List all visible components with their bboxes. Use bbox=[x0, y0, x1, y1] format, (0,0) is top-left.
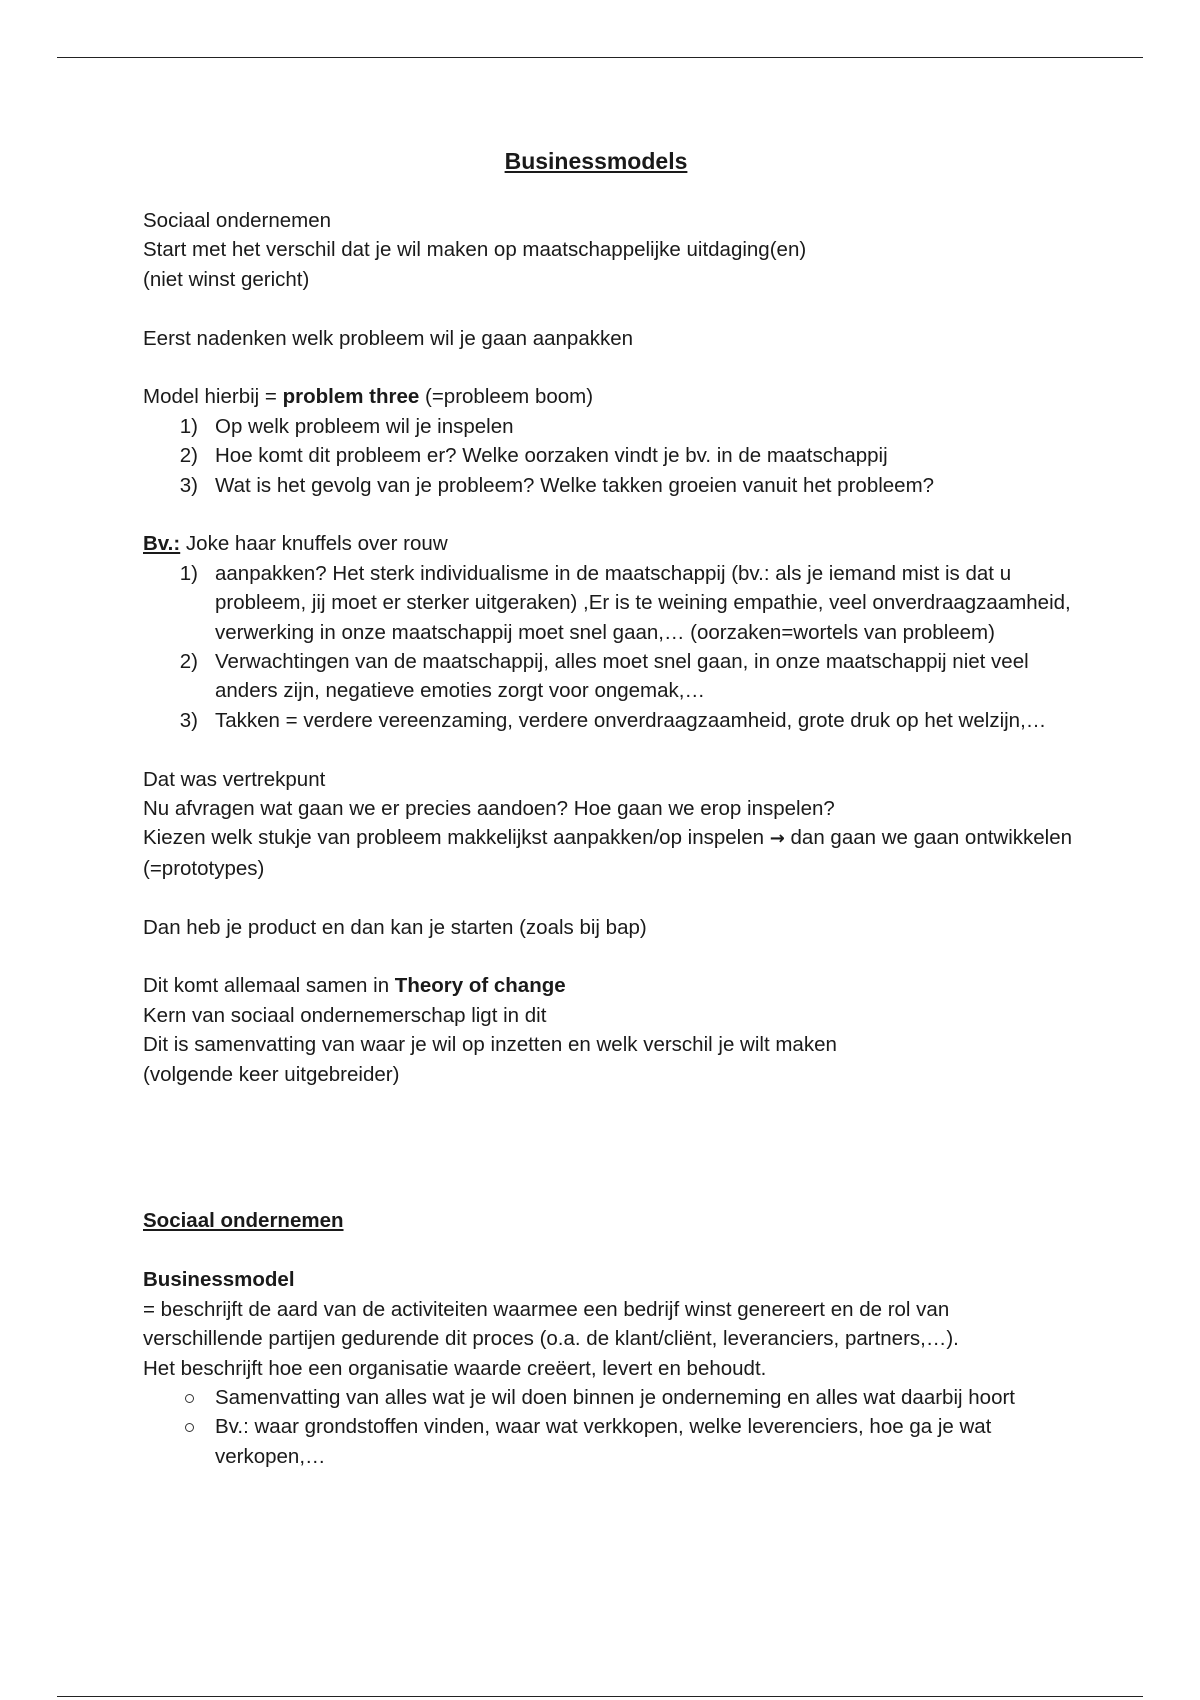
list-marker: 3) bbox=[179, 473, 198, 497]
theory-line-3: Dit is samenvatting van waar je wil op inzetten en welk verschil je wilt maken bbox=[143, 1033, 837, 1057]
footer-rule bbox=[57, 1696, 1143, 1697]
section-subheading bbox=[143, 1265, 1073, 1294]
example-rest: Joke haar knuffels over rouw bbox=[180, 532, 448, 556]
list-marker: 1) bbox=[179, 414, 198, 438]
list-marker: 2) bbox=[179, 650, 198, 674]
example-list bbox=[143, 559, 1073, 735]
list-marker: 1) bbox=[179, 561, 198, 585]
think-first-line: Eerst nadenken welk probleem wil je gaan aanpakken bbox=[143, 326, 634, 350]
theory-prefix: Dit komt allemaal samen in bbox=[143, 974, 395, 998]
list-item-text: Verwachtingen van de maatschappij, alles moet snel gaan, in onze maatschappij niet veel anders zijn, negatieve emoties zorgt voor ongemak,… bbox=[215, 650, 1029, 703]
theory-line-2: Kern van sociaal ondernemerschap ligt in dit bbox=[143, 1003, 547, 1027]
product-line: Dan heb je product en dan kan je starten (zoals bij bap) bbox=[143, 915, 647, 939]
theory-line-4: (volgende keer uitgebreider) bbox=[143, 1062, 400, 1086]
model-bold-term: problem three bbox=[282, 385, 420, 409]
list-marker: 2) bbox=[179, 444, 198, 468]
document-page bbox=[143, 138, 1073, 1471]
list-item-text: Bv.: waar grondstoffen vinden, waar wat verkkopen, welke leverenciers, hoe ga je wat verkopen,… bbox=[215, 1415, 992, 1468]
theory-bold-term: Theory of change bbox=[394, 974, 566, 998]
model-list bbox=[143, 412, 1073, 500]
start-point-line-1: Dat was vertrekpunt bbox=[143, 767, 326, 791]
start-point-line-3 bbox=[143, 823, 1073, 883]
intro-line-2: Start met het verschil dat je wil maken op maatschappelijke uitdaging(en) bbox=[143, 238, 807, 262]
list-item bbox=[143, 559, 1073, 647]
list-item-text: Hoe komt dit probleem er? Welke oorzaken vindt je bv. in de maatschappij bbox=[215, 444, 888, 468]
example-label: Bv.: bbox=[143, 532, 181, 556]
list-item bbox=[143, 706, 1073, 735]
model-suffix: (=probleem boom) bbox=[419, 385, 594, 409]
circle-bullet-icon bbox=[185, 1394, 194, 1403]
list-item-text: Wat is het gevolg van je probleem? Welke takken groeien vanuit het probleem? bbox=[215, 473, 935, 497]
list-item-text: aanpakken? Het sterk individualisme in de maatschappij (bv.: als je iemand mist is dat u probleem, jij moet er sterker uitgeraken) ,Er is te weining empathie, veel onverdraagzaamheid, verwerking in onze maatschappij moet snel gaan,… (oorzaken=wortels van probleem) bbox=[215, 561, 1071, 644]
page-title: Businessmodels bbox=[504, 148, 688, 174]
list-item-text: Samenvatting van alles wat je wil doen binnen je onderneming en alles wat daarbij hoort bbox=[215, 1385, 1015, 1409]
list-marker: 3) bbox=[179, 708, 198, 732]
theory-line-1 bbox=[143, 971, 1073, 1000]
list-item bbox=[143, 1412, 1073, 1471]
start-point-text-a: Kiezen welk stukje van probleem makkelijkst aanpakken/op inspelen bbox=[143, 826, 770, 850]
list-item bbox=[143, 1383, 1073, 1412]
list-item bbox=[143, 471, 1073, 500]
section-subheading-text: Businessmodel bbox=[143, 1268, 295, 1292]
list-item bbox=[143, 647, 1073, 706]
arrow-right-icon: → bbox=[769, 828, 785, 850]
start-point-text-b: dan gaan we gaan ontwikkelen (=prototypes) bbox=[143, 826, 1073, 880]
model-line bbox=[143, 382, 1073, 411]
list-item-text: Op welk probleem wil je inspelen bbox=[215, 414, 514, 438]
section-heading bbox=[143, 1206, 1073, 1235]
intro-line-1: Sociaal ondernemen bbox=[143, 209, 332, 232]
list-item-text: Takken = verdere vereenzaming, verdere onverdraagzaamheid, grote druk op het welzijn,… bbox=[215, 708, 1047, 732]
circle-bullet-icon bbox=[185, 1423, 194, 1432]
model-prefix: Model hierbij = bbox=[143, 385, 283, 409]
list-item bbox=[143, 441, 1073, 470]
header-rule bbox=[57, 57, 1143, 58]
intro-line-3: (niet winst gericht) bbox=[143, 267, 310, 291]
section-heading-text: Sociaal ondernemen bbox=[143, 1209, 344, 1233]
start-point-line-2: Nu afvragen wat gaan we er precies aandoen? Hoe gaan we erop inspelen? bbox=[143, 797, 835, 821]
list-item bbox=[143, 412, 1073, 441]
definition-text: = beschrijft de aard van de activiteiten waarmee een bedrijf winst genereert en de rol van verschillende partijen gedurende dit proces (o.a. de klant/cliënt, leveranciers, partners,…). bbox=[143, 1297, 959, 1351]
example-line bbox=[143, 529, 1073, 558]
definition-text-2: Het beschrijft hoe een organisatie waarde creëert, levert en behoudt. bbox=[143, 1356, 767, 1380]
bullet-list bbox=[143, 1383, 1073, 1471]
